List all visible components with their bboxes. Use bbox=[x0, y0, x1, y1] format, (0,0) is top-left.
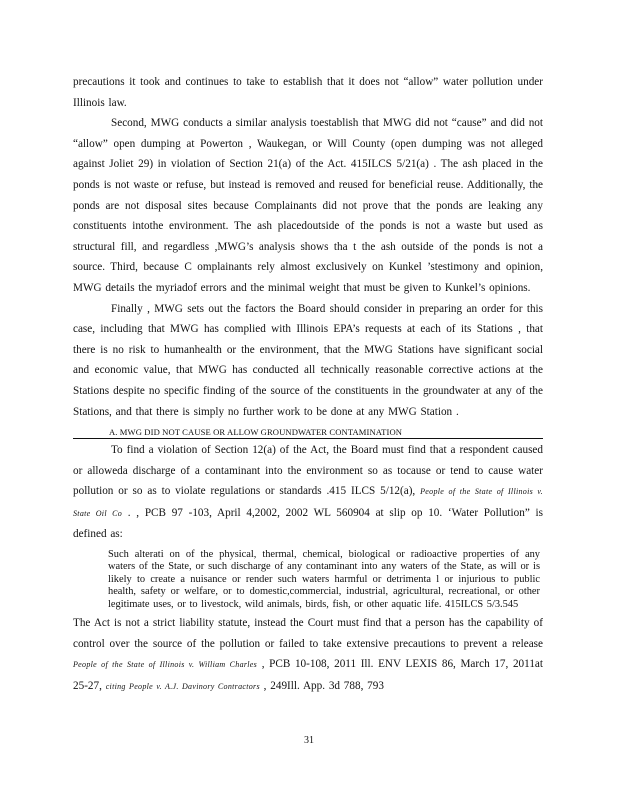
section-heading: A. MWG DID NOT CAUSE OR ALLOW GROUNDWATER CONTAMINATION bbox=[73, 426, 543, 439]
case-citation: People of the State of Illinois v. William Charles bbox=[73, 660, 258, 670]
paragraph-text: , PCB 10-108, 2011 Ill. ENV LEXIS 86, March 17, 2011at 25-27, bbox=[73, 658, 543, 692]
block-quote: Such alterati on of the physical, thermal, chemical, biological or radioactive properties of any waters of the State, or such discharge of any contaminant into any waters of the State, as will or is likely to create a nuisance or render such waters harmful or detrimenta l or injurious to public health, safety or welfare, or to domestic,commercial, industrial, agricultural, recreational, or other legitimate uses, or to livestock, wild animals, birds, fish, or other aquatic life. 415ILCS 5/3.545 bbox=[108, 549, 540, 610]
case-citation: citing People v. A.J. Davinory Contractors bbox=[105, 681, 260, 691]
paragraph-liability bbox=[73, 613, 543, 697]
paragraph-text: . , PCB 97 -103, April 4,2002, 2002 WL 560904 at slip op 10. ‘Water Pollution” is defined as: bbox=[73, 506, 543, 541]
paragraph-continuation: precautions it took and continues to take to establish that it does not “allow” water pollution under Illinois law. bbox=[73, 76, 543, 109]
paragraph-violation bbox=[73, 440, 543, 545]
paragraph-text: , 249Ill. App. 3d 788, 793 bbox=[259, 679, 384, 692]
paragraph-second: Second, MWG conducts a similar analysis toestablish that MWG did not “cause” and did not “allow” open dumping at Powerton , Waukegan, or Will County (open dumping was not alleged against Joliet 29) in violation of Section 21(a) of the Act. 415ILCS 5/21(a) . The ash placed in the ponds is not waste or refuse, but instead is removed and reused for beneficial reuse. Additionally, the ponds are not disposal sites because Complainants did not prove that the ponds are leaking any constituents intothe environment. The ash placedoutside of the ponds is not a waste but used as structural fill, and regardless ,MWG’s analysis shows tha t the ash outside of the ponds is not a source. Third, because C omplainants rely almost exclusively on Kunkel ’stestimony and opinion, MWG details the myriadof errors and the minimal weight that must be given to Kunkel’s opinions. bbox=[73, 117, 543, 294]
paragraph-finally: Finally , MWG sets out the factors the Board should consider in preparing an order for this case, including that MWG has complied with Illinois EPA’s requests at each of its Stations , that there is no risk to humanhealth or the environment, that the MWG Stations have significant social and economic value, that MWG has conducted all technically reasonable corrective actions at the Stations despite no specific finding of the source of the constituents in the groundwater at any of the Stations, and that there is simply no further work to be done at any MWG Station . bbox=[73, 302, 543, 418]
paragraph-text: To find a violation of Section 12(a) of the Act, the Board must find that a respondent caused or alloweda discharge of a contaminant into the environment so as tocause or tend to cause water pollution or so as to violate regulations or standards .415 ILCS 5/12(a), bbox=[73, 444, 543, 498]
case-citation: People of the State of Illinois v. State Oil Co bbox=[73, 487, 543, 518]
page-body bbox=[73, 72, 543, 697]
paragraph-text: The Act is not a strict liability statute, instead the Court must find that a person has the capability of control over the source of the pollution or failed to take extensive precautions to prevent a release bbox=[73, 617, 543, 650]
page-number: 31 bbox=[304, 735, 314, 746]
